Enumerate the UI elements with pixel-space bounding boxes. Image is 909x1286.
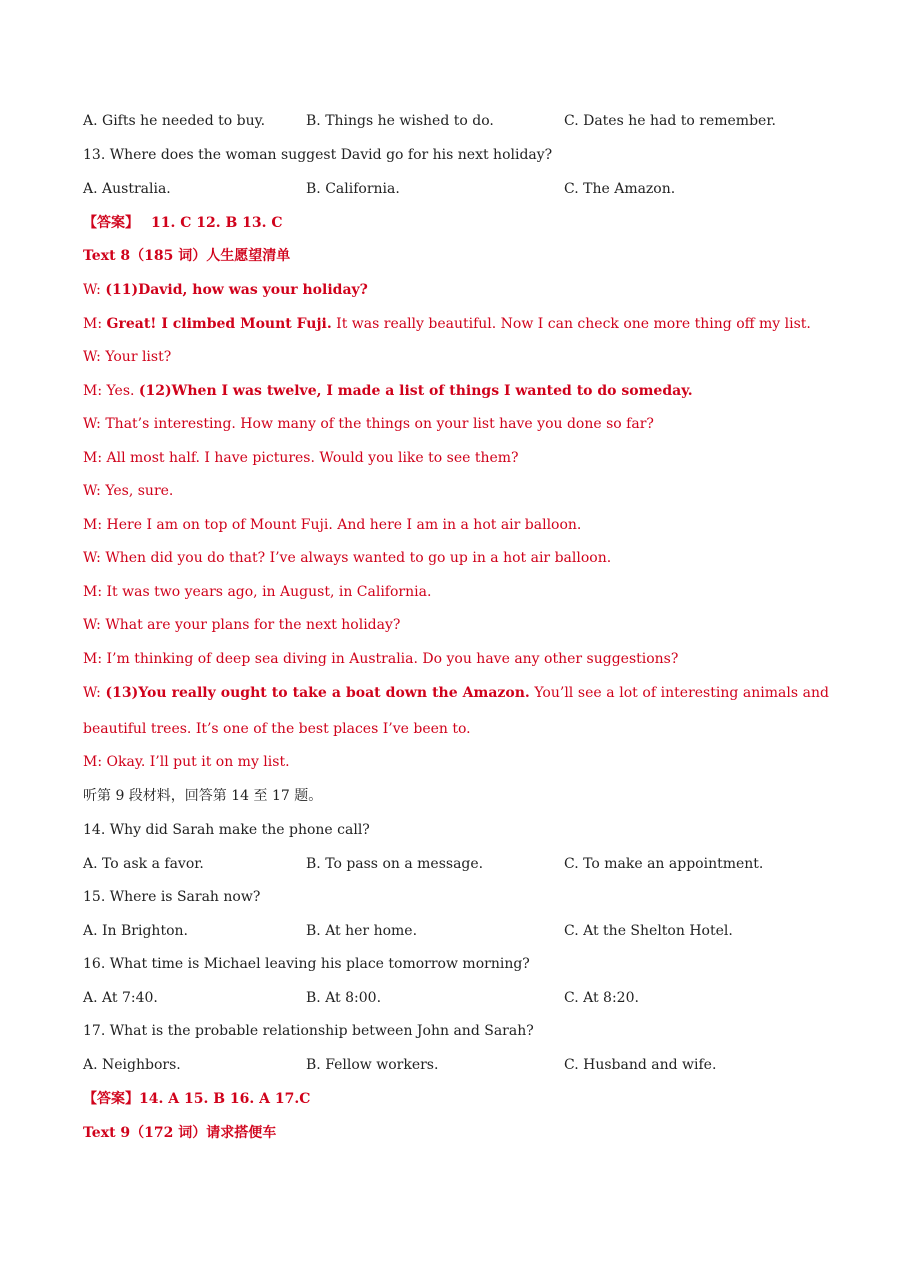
dialogue-line [83, 279, 368, 301]
q17-option-a: A. Neighbors. [83, 1057, 181, 1073]
dialogue-line [83, 313, 811, 335]
key-sentence: (13)You really ought to take a boat down the Amazon. [105, 685, 530, 701]
dialogue-line [83, 480, 173, 502]
q17-question: 17. What is the probable relationship between John and Sarah? [83, 1023, 534, 1039]
answer-14-17 [83, 1088, 310, 1110]
answer-11-13 [83, 212, 283, 234]
line-text: All most half. I have pictures. Would you like to see them? [106, 450, 519, 466]
line-text: It was two years ago, in August, in California. [106, 584, 432, 600]
answer-text: 14. A 15. B 16. A 17.C [139, 1091, 311, 1107]
speaker: W: [83, 550, 101, 566]
q12-option-b: B. Things he wished to do. [306, 113, 494, 129]
q13-question: 13. Where does the woman suggest David go for his next holiday? [83, 147, 553, 163]
q17-option-c: C. Husband and wife. [564, 1057, 717, 1073]
line-text: Here I am on top of Mount Fuji. And here I am in a hot air balloon. [106, 517, 582, 533]
q12-option-c: C. Dates he had to remember. [564, 113, 776, 129]
q12-option-a: A. Gifts he needed to buy. [83, 113, 266, 129]
q16-option-c: C. At 8:20. [564, 990, 639, 1006]
dialogue-line [83, 547, 611, 569]
dialogue-line [83, 614, 400, 636]
section9-intro: 听第 9 段材料，回答第 14 至 17 题。 [83, 788, 323, 804]
line-text: What are your plans for the next holiday? [105, 617, 401, 633]
q15-option-b: B. At her home. [306, 923, 418, 939]
speaker: W: [83, 617, 101, 633]
key-sentence: (12)When I was twelve, I made a list of things I wanted to do someday. [138, 383, 693, 399]
q13-option-c: C. The Amazon. [564, 181, 676, 197]
line-text: When did you do that? I’ve always wanted to go up in a hot air balloon. [105, 550, 612, 566]
dialogue-line [83, 380, 693, 402]
speaker: W: [83, 416, 101, 432]
line-text: That’s interesting. How many of the things on your list have you done so far? [105, 416, 654, 432]
dialogue-line [83, 413, 654, 435]
line-text: I’m thinking of deep sea diving in Australia. Do you have any other suggestions? [106, 651, 679, 667]
dialogue-line [83, 581, 431, 603]
speaker: M: [83, 316, 103, 332]
q13-option-b: B. California. [306, 181, 400, 197]
dialogue-line [83, 447, 519, 469]
q16-question: 16. What time is Michael leaving his place tomorrow morning? [83, 956, 530, 972]
speaker: W: [83, 282, 101, 298]
speaker: M: [83, 450, 103, 466]
q14-option-b: B. To pass on a message. [306, 856, 484, 872]
q15-option-a: A. In Brighton. [83, 923, 188, 939]
dialogue-line-wrapped [83, 675, 829, 747]
line-text: You’ll see a lot of interesting animals and beautiful trees. It’s one of the best places I’ve been to. [83, 685, 830, 737]
answer-label: 【答案】 [83, 215, 139, 231]
dialogue-line [83, 514, 581, 536]
q14-option-c: C. To make an appointment. [564, 856, 764, 872]
answer-label: 【答案】 [83, 1091, 139, 1107]
q17-option-b: B. Fellow workers. [306, 1057, 439, 1073]
q16-option-b: B. At 8:00. [306, 990, 382, 1006]
line-text: Yes, sure. [105, 483, 174, 499]
line-text: Yes. [106, 383, 139, 399]
q14-option-a: A. To ask a favor. [83, 856, 204, 872]
line-text: It was really beautiful. Now I can check one more thing off my list. [331, 316, 811, 332]
line-text: Your list? [105, 349, 172, 365]
answer-text: 11. C 12. B 13. C [151, 215, 283, 231]
speaker: M: [83, 584, 103, 600]
q15-option-c: C. At the Shelton Hotel. [564, 923, 733, 939]
key-sentence: Great! I climbed Mount Fuji. [106, 316, 332, 332]
q15-question: 15. Where is Sarah now? [83, 889, 261, 905]
line-text: Okay. I’ll put it on my list. [106, 754, 290, 770]
dialogue-line [83, 751, 290, 773]
text8-title: Text 8（185 词）人生愿望清单 [83, 248, 291, 264]
speaker: M: [83, 651, 103, 667]
dialogue-line [83, 346, 171, 368]
q14-question: 14. Why did Sarah make the phone call? [83, 822, 370, 838]
q13-option-a: A. Australia. [83, 181, 171, 197]
dialogue-line [83, 648, 678, 670]
q16-option-a: A. At 7:40. [83, 990, 158, 1006]
speaker: W: [83, 483, 101, 499]
speaker: W: [83, 349, 101, 365]
speaker: M: [83, 754, 103, 770]
text9-title: Text 9（172 词）请求搭便车 [83, 1125, 277, 1141]
speaker: W: [83, 685, 101, 701]
speaker: M: [83, 517, 103, 533]
key-sentence: (11)David, how was your holiday? [105, 282, 368, 298]
speaker: M: [83, 383, 103, 399]
